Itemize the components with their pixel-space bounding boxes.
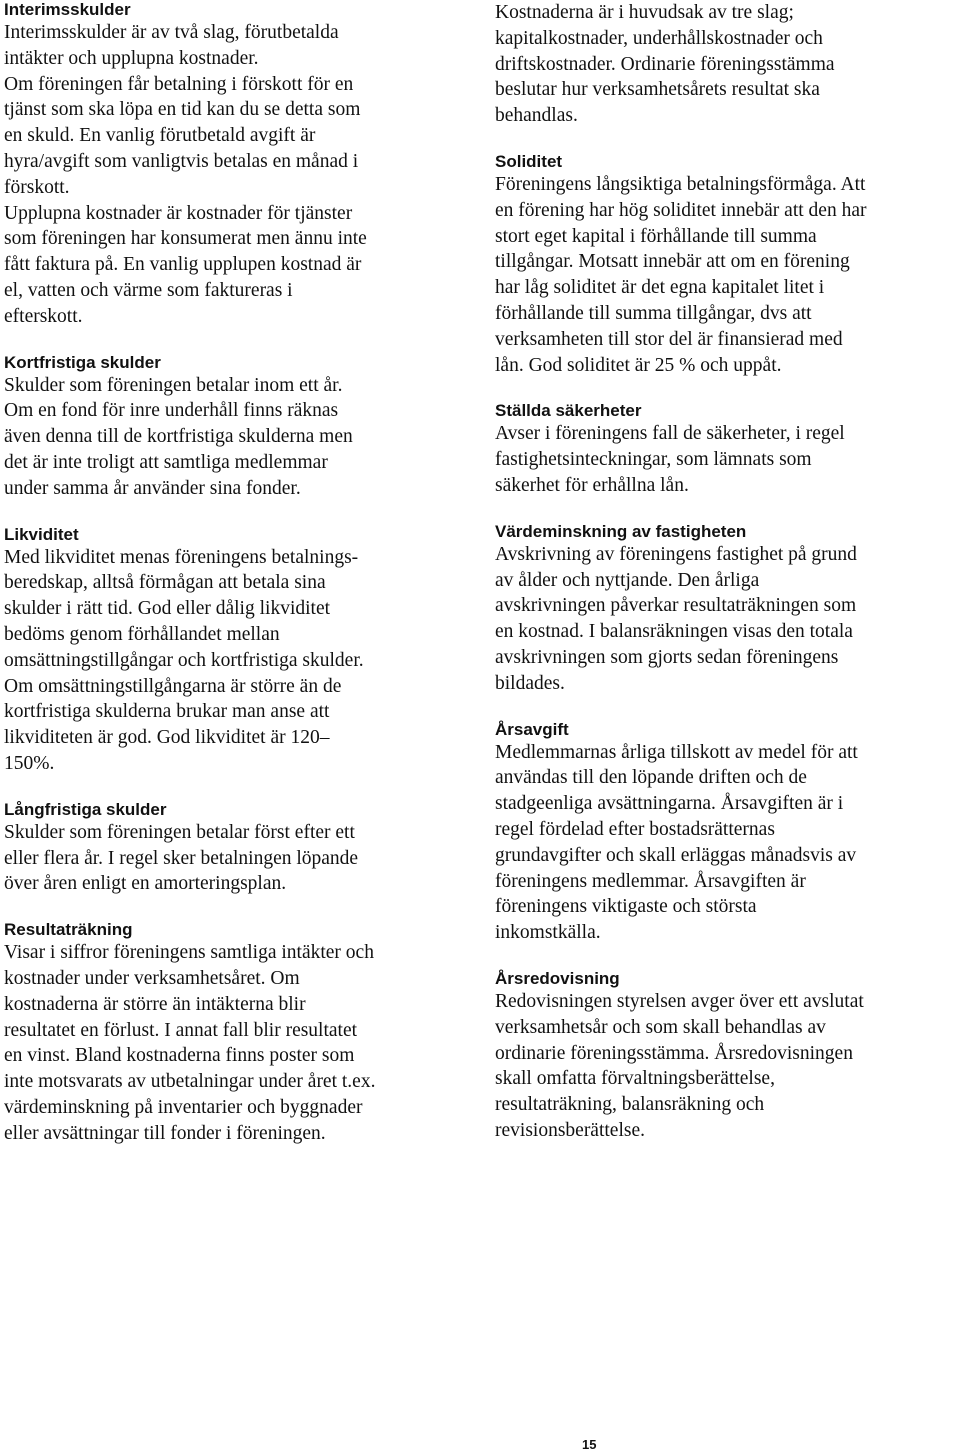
section-langfristiga-skulder <box>4 800 466 897</box>
section-gap <box>495 946 957 969</box>
section-gap <box>4 330 466 353</box>
section-body: Redovisningen styrelsen avger över ett avslutat verksamhetsår och som skall behandlas av ordinarie föreningsstämma. Årsredovisningen skall omfatta förvaltningsberättelse, resultaträkning, balansräkning och revisionsberättelse. <box>495 990 864 1141</box>
left-column <box>4 0 466 1146</box>
section-body: Interimsskulder är av två slag, förutbetalda intäkter och upplupna kostnader. Om föreningen får betalning i förskott för en tjänst som ska löpa en tid kan du se detta som en skuld. En vanlig förutbetald avgift är hyra/avgift som vanligtvis betalas en månad i förskott. Upplupna kostnader är kostnader för tjänster som föreningen har konsumerat men ännu inte fått faktura på. En vanlig upplupen kostnad är el, vatten och värme som faktureras i efterskott. <box>4 22 367 327</box>
section-interimsskulder <box>4 0 466 330</box>
section-heading: Värdeminskning av fastigheten <box>495 521 747 541</box>
section-arsavgift <box>495 720 957 946</box>
section-heading: Årsavgift <box>495 719 569 739</box>
section-gap <box>495 378 957 401</box>
section-resultat-continued <box>495 0 957 129</box>
section-heading: Årsredovisning <box>495 968 620 988</box>
section-body: Skulder som föreningen betalar först efter ett eller flera år. I regel sker betalningen löpande över åren enligt en amorteringsplan. <box>4 821 359 895</box>
section-body: Avser i föreningens fall de säkerheter, i regel fastighetsinteckningar, som lämnats som säkerhet för erhållna lån. <box>495 423 845 496</box>
section-heading: Kortfristiga skulder <box>4 352 161 372</box>
section-heading: Interimsskulder <box>4 0 131 19</box>
section-heading: Ställda säkerheter <box>495 401 642 421</box>
right-column <box>495 0 957 1144</box>
section-vardeminskning <box>495 522 957 697</box>
section-likviditet <box>4 525 466 777</box>
section-gap <box>495 129 957 152</box>
section-gap <box>4 897 466 920</box>
page-number: 15 <box>582 1437 597 1452</box>
section-body: Avskrivning av föreningens fastighet på grund av ålder och nyttjande. Den årliga avskrivningen påverkar resultaträkningen som en kostnad. I balansräkningen visas den totala avskrivningen som gjorts sedan föreningens bildades. <box>495 543 857 694</box>
section-body: Kostnaderna är i huvudsak av tre slag; kapitalkostnader, underhållskostnader och driftskostnader. Ordinarie föreningsstämma beslutar hur verksamhetsårets resultat ska behandlas. <box>495 2 835 127</box>
section-body: Medlemmarnas årliga tillskott av medel för att användas till den löpande driften och de stadgeenliga avsättningarna. Årsavgiften är i regel fördelad efter bostadsrätternas grundavgifter och skall erläggas månadsvis av föreningens medlemmar. Årsavgiften är föreningens viktigaste och största inkomstkälla. <box>495 741 858 944</box>
section-soliditet <box>495 152 957 378</box>
section-gap <box>4 777 466 800</box>
section-arsredovisning <box>495 969 957 1144</box>
section-heading: Soliditet <box>495 151 563 171</box>
section-kortfristiga-skulder <box>4 353 466 502</box>
section-body: Med likviditet menas föreningens betalnings- beredskap, alltså förmågan att betala sina skulder i rätt tid. God eller dålig likviditet bedöms genom förhållandet mellan omsättningstillgångar och kortfristiga skulder. Om omsättningstillgångarna är större än de kortfristiga skulderna brukar man anse att likviditeten är god. God likviditet är 120– 150%. <box>4 546 364 774</box>
section-resultatrakning <box>4 920 466 1146</box>
section-gap <box>495 697 957 720</box>
section-stallda-sakerheter <box>495 401 957 498</box>
section-heading: Långfristiga skulder <box>4 799 167 819</box>
section-body: Visar i siffror föreningens samtliga intäkter och kostnader under verksamhetsåret. Om kostnaderna är större än intäkterna blir resultatet en förlust. I annat fall blir resultatet en vinst. Bland kostnaderna finns poster som inte motsvarats av utbetalningar under året t.ex. värdeminskning på inventarier och byggnader eller avsättningar till fonder i föreningen. <box>4 942 376 1144</box>
section-gap <box>4 502 466 525</box>
section-body: Skulder som föreningen betalar inom ett år. Om en fond för inre underhåll finns räknas även denna till de kortfristiga skulderna men det är inte troligt att samtliga medlemmar under samma år använder sina fonder. <box>4 374 353 499</box>
section-body: Föreningens långsiktiga betalningsförmåga. Att en förening har hög soliditet innebär att den har stort eget kapital i förhållande till summa tillgångar. Motsatt innebär att om en förening har låg soliditet är det egna kapitalet litet i förhållande till summa tillgångar, dvs att verksamheten till stor del är finansierad med lån. God soliditet är 25 % och uppåt. <box>495 173 867 376</box>
section-heading: Resultaträkning <box>4 920 133 940</box>
section-heading: Likviditet <box>4 524 79 544</box>
section-gap <box>495 499 957 522</box>
